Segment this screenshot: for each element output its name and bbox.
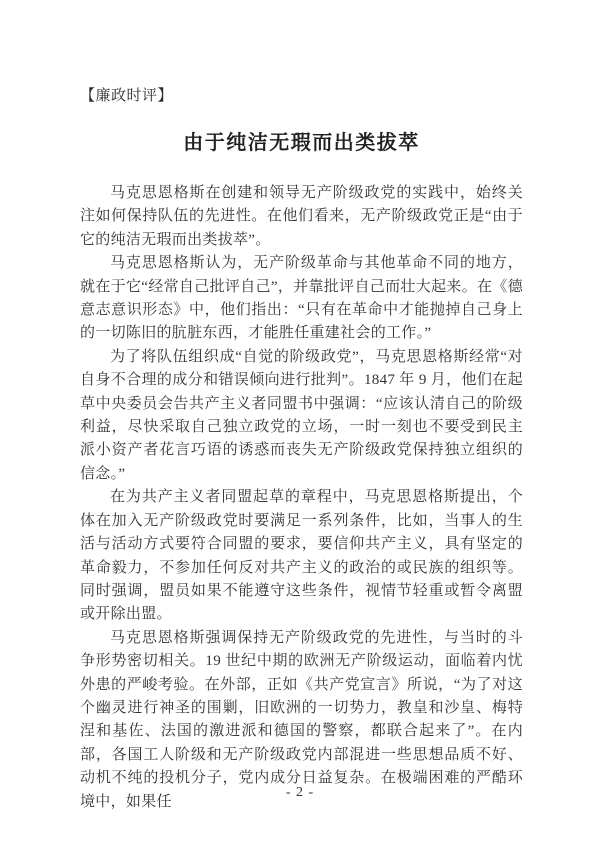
paragraph-3: 为了将队伍组织成“自觉的阶级政党”，马克思恩格斯经常“对自身不合理的成分和错误倾向进行批判”。1847 年 9 月，他们在起草中央委员会告共产主义者同盟书中强调：“应该认清自己的阶级利益，尽快采取自己独立政党的立场，一时一刻也不要受到民主派小资产者花言巧语的诱惑而丧失无产阶级政党保持独立组织的信念。” bbox=[80, 348, 523, 482]
page-title: 由于纯洁无瑕而出类拔萃 bbox=[183, 132, 420, 154]
paragraph-2: 马克思恩格斯认为，无产阶级革命与其他革命不同的地方，就在于它“经常自己批评自己”，并靠批评自己而壮大起来。在《德意志意识形态》中，他们指出：“只有在革命中才能抛掉自己身上的一切陈旧的肮脏东西，才能胜任重建社会的工作。” bbox=[80, 255, 523, 342]
page-content bbox=[80, 86, 523, 814]
page-number: - 2 - bbox=[285, 785, 315, 800]
paragraph-1: 马克思恩格斯在创建和领导无产阶级政党的实践中，始终关注如何保持队伍的先进性。在他们看来，无产阶级政党正是“由于它的纯洁无瑕而出类拔萃”。 bbox=[80, 185, 523, 248]
section-tag: 【廉政时评】 bbox=[80, 88, 174, 104]
paragraph-5: 马克思恩格斯强调保持无产阶级政党的先进性，与当时的斗争形势密切相关。19 世纪中期的欧洲无产阶级运动，面临着内忧外患的严峻考验。在外部，正如《共产党宣言》所说，“为了对这个幽灵进行神圣的围剿，旧欧洲的一切势力，教皇和沙皇、梅特涅和基佐、法国的激进派和德国的警察，都联合起来了”。在内部，各国工人阶级和无产阶级政党内部混进一些思想品质不好、动机不纯的投机分子，党内成分日益复杂。在极端困难的严酷环境中，如果任 bbox=[80, 629, 523, 810]
article-body bbox=[80, 182, 523, 814]
paragraph-4: 在为共产主义者同盟起草的章程中，马克思恩格斯提出，个体在加入无产阶级政党时要满足一系列条件，比如，当事人的生活与活动方式要符合同盟的要求，要信仰共产主义，具有坚定的革命毅力，不参加任何反对共产主义的政治的或民族的组织等。同时强调，盟员如果不能遵守这些条件，视情节轻重或暂令离盟或开除出盟。 bbox=[80, 489, 523, 623]
